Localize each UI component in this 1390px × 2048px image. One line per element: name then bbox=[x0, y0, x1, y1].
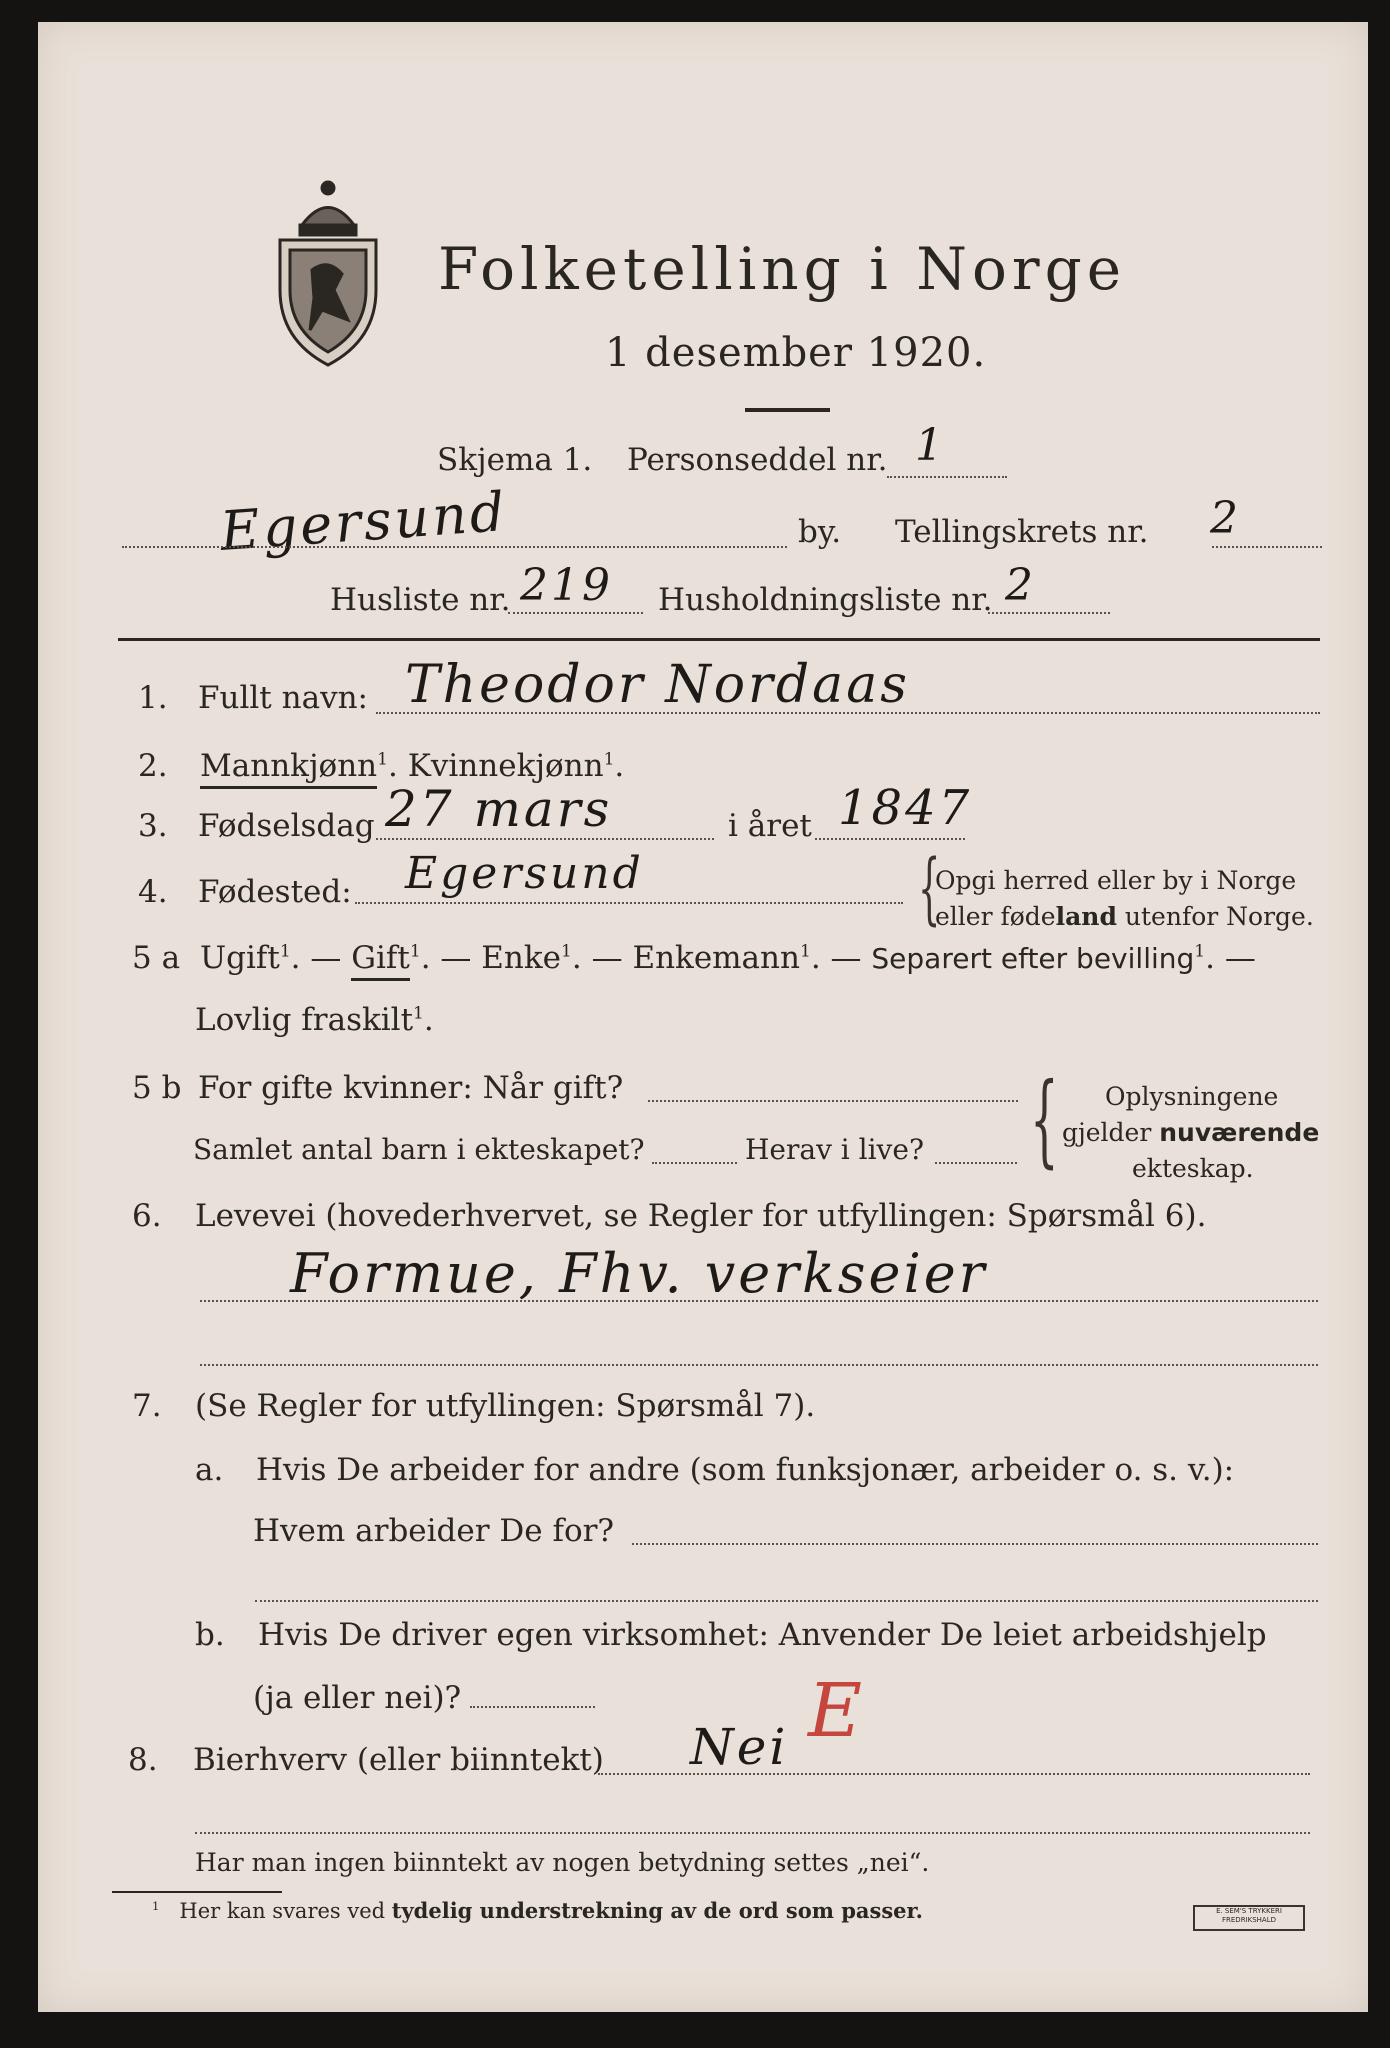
q8-line2 bbox=[195, 1832, 1310, 1834]
male-option: Mannkjønn bbox=[200, 748, 377, 789]
q7a-line2-dots bbox=[632, 1543, 1318, 1545]
q4-note-line2 bbox=[935, 902, 1314, 931]
q7b-line2: (ja eller nei)? bbox=[253, 1680, 462, 1716]
q7a-line3-dots bbox=[255, 1600, 1318, 1602]
header-divider bbox=[118, 638, 1320, 641]
q5b-line2a-dots bbox=[652, 1162, 737, 1164]
birthplace-value: Egersund bbox=[405, 848, 644, 899]
dash: — bbox=[440, 940, 472, 976]
q4-label: Fødested: bbox=[198, 874, 352, 910]
q6-number: 6. bbox=[132, 1198, 162, 1234]
q5b-line1: For gifte kvinner: Når gift? bbox=[198, 1070, 624, 1106]
q7-label: (Se Regler for utfyllingen: Spørsmål 7). bbox=[195, 1388, 816, 1424]
husliste-value: 219 bbox=[520, 560, 613, 611]
footnote-mark: 1 bbox=[603, 749, 615, 770]
fraskilt-option: Lovlig fraskilt bbox=[195, 1002, 414, 1038]
husholdning-label: Husholdningsliste nr. bbox=[658, 582, 993, 618]
dash: — bbox=[830, 940, 862, 976]
ugift-option: Ugift bbox=[200, 940, 280, 976]
q3-number: 3. bbox=[138, 808, 168, 844]
q5b-brace: { bbox=[1030, 1061, 1059, 1178]
q1-label: Fullt navn: bbox=[198, 680, 368, 716]
q4-note-pre: eller føde bbox=[935, 902, 1056, 931]
female-option: Kvinnekjønn bbox=[407, 748, 604, 784]
city-value: Egersund bbox=[218, 480, 510, 563]
q4-number: 4. bbox=[138, 874, 168, 910]
birth-year-value: 1847 bbox=[838, 780, 973, 836]
q7b-line2-dots bbox=[470, 1706, 595, 1708]
husholdning-line bbox=[988, 612, 1110, 614]
gift-option: Gift bbox=[351, 940, 410, 981]
q7-number: 7. bbox=[132, 1388, 162, 1424]
q7b-line1: Hvis De driver egen virksomhet: Anvender De leiet arbeidshjelp bbox=[258, 1617, 1267, 1653]
skjema-label: Skjema 1. bbox=[437, 442, 593, 478]
q5a-number: 5 a bbox=[132, 940, 181, 976]
tellingskrets-line bbox=[1212, 546, 1322, 548]
separert-option: Separert efter bevilling bbox=[871, 942, 1195, 975]
footnote-number: 1 bbox=[152, 1899, 160, 1913]
q3-label: Fødselsdag bbox=[198, 808, 375, 844]
birth-day-value: 27 mars bbox=[385, 780, 613, 838]
personseddel-line bbox=[887, 476, 1007, 478]
q5b-number: 5 b bbox=[132, 1070, 182, 1106]
husliste-label: Husliste nr. bbox=[330, 582, 511, 618]
q5b-line2b: Herav i live? bbox=[745, 1133, 924, 1166]
footnote-mark: 1 bbox=[409, 941, 421, 962]
full-name-value: Theodor Nordaas bbox=[405, 655, 910, 715]
q5a-options: Ugift$^1$. — Gift$^1$. — Enke$^1$. — Enkemann$^1$. — Separert efter bevilling$^1$. — bbox=[200, 940, 1256, 976]
personseddel-value: 1 bbox=[915, 420, 946, 471]
form-title: Folketelling i Norge bbox=[438, 235, 1127, 303]
footer-note: Har man ingen biinntekt av nogen betydning settes „nei“. bbox=[195, 1848, 930, 1877]
q5b-note2-pre: gjelder bbox=[1062, 1118, 1160, 1147]
occupation-value: Formue, Fhv. verkseier bbox=[290, 1242, 988, 1305]
footnote-pre: Her kan svares ved bbox=[179, 1899, 392, 1923]
tellingskrets-value: 2 bbox=[1210, 493, 1241, 544]
q5b-note2 bbox=[1062, 1118, 1319, 1147]
footnote-bold: tydelig understrekning av de ord som passer. bbox=[391, 1898, 923, 1923]
q4-line bbox=[355, 902, 903, 904]
q7a-line1: Hvis De arbeider for andre (som funksjonær, arbeider o. s. v.): bbox=[256, 1452, 1235, 1488]
footnote-mark: 1 bbox=[413, 1003, 424, 1024]
title-divider bbox=[745, 408, 830, 412]
city-line bbox=[122, 546, 787, 548]
footnote-mark: 1 bbox=[279, 941, 291, 962]
personseddel-label: Personseddel nr. bbox=[627, 442, 888, 478]
q5b-line2b-dots bbox=[935, 1162, 1017, 1164]
dash: — bbox=[1224, 940, 1256, 976]
husholdning-value: 2 bbox=[1005, 560, 1036, 611]
coat-of-arms-icon bbox=[272, 170, 384, 370]
q3-day-line bbox=[376, 838, 714, 840]
tellingskrets-label: Tellingskrets nr. bbox=[895, 514, 1149, 550]
q3-year-line bbox=[815, 838, 965, 840]
year-label: i året bbox=[728, 808, 812, 844]
q7a-letter: a. bbox=[195, 1452, 224, 1488]
q8-number: 8. bbox=[128, 1742, 158, 1778]
husliste-line bbox=[508, 612, 643, 614]
footnote bbox=[152, 1898, 923, 1923]
q5b-line1-dots bbox=[648, 1100, 1018, 1102]
q4-note-post: utenfor Norge. bbox=[1116, 902, 1314, 931]
q2-options: Mannkjønn$^1$. Kvinnekjønn$^1$. bbox=[200, 748, 624, 784]
by-label: by. bbox=[798, 514, 842, 550]
q5b-line2a: Samlet antal barn i ekteskapet? bbox=[193, 1133, 645, 1166]
bierhverv-value: Nei bbox=[690, 1718, 789, 1776]
q2-number: 2. bbox=[138, 748, 168, 784]
enke-option: Enke bbox=[481, 940, 562, 976]
q4-brace: { bbox=[918, 844, 941, 934]
q5b-note1: Oplysningene bbox=[1105, 1082, 1279, 1111]
q8-label: Bierhverv (eller biinntekt) bbox=[193, 1742, 604, 1778]
footnote-mark: 1 bbox=[377, 749, 388, 770]
q6-label: Levevei (hovederhvervet, se Regler for utfyllingen: Spørsmål 6). bbox=[195, 1198, 1207, 1234]
q4-note-line1: Opgi herred eller by i Norge bbox=[935, 866, 1297, 895]
form-date: 1 desember 1920. bbox=[605, 330, 987, 376]
dash: — bbox=[591, 940, 623, 976]
footnote-mark: 1 bbox=[1194, 941, 1206, 962]
enkemann-option: Enkemann bbox=[632, 940, 800, 976]
q1-number: 1. bbox=[138, 680, 168, 716]
q5b-note2-bold: nuværende bbox=[1159, 1118, 1320, 1147]
dash: — bbox=[310, 940, 342, 976]
q7b-letter: b. bbox=[195, 1617, 225, 1653]
footnote-mark: 1 bbox=[561, 941, 572, 962]
q6-line2 bbox=[200, 1364, 1318, 1366]
q5b-note3: ekteskap. bbox=[1132, 1154, 1254, 1183]
printer-stamp: E. SEM'S TRYKKERI FREDRIKSHALD bbox=[1193, 1905, 1305, 1931]
q4-note-bold: land bbox=[1055, 902, 1117, 931]
footnote-divider bbox=[112, 1891, 282, 1893]
fraskilt-option-wrap: Lovlig fraskilt$^1$. bbox=[195, 1002, 434, 1038]
footnote-mark: 1 bbox=[799, 941, 811, 962]
red-correction-mark: E bbox=[808, 1668, 863, 1754]
q7a-line2: Hvem arbeider De for? bbox=[253, 1513, 615, 1549]
q6-line1 bbox=[200, 1300, 1318, 1302]
